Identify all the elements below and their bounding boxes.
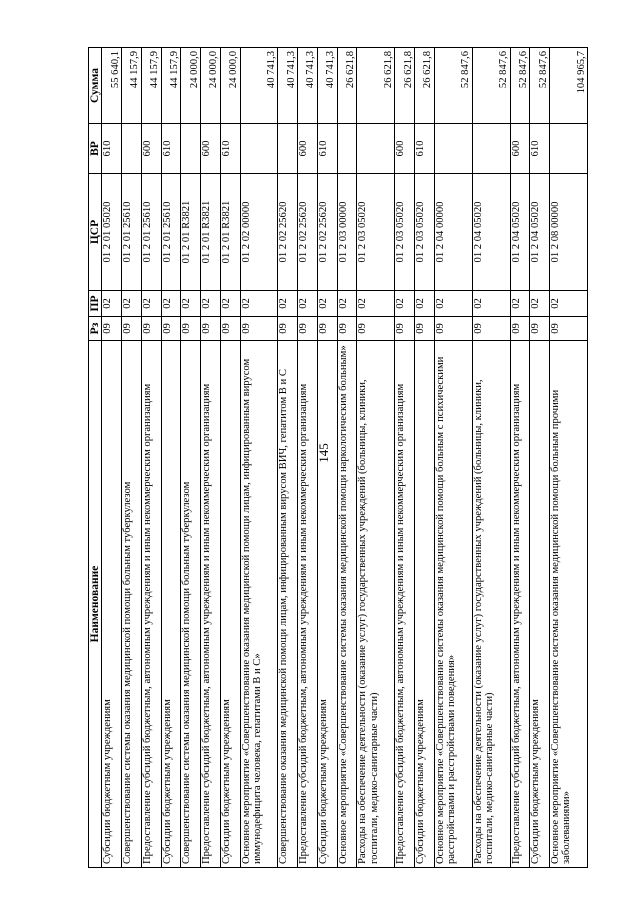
cell-pr: 02 bbox=[337, 291, 357, 317]
cell-sum: 52 847,6 bbox=[530, 48, 550, 124]
cell-csr: 01 2 02 25620 bbox=[317, 174, 337, 291]
cell-csr: 01 2 02 25620 bbox=[278, 174, 298, 291]
cell-csr: 01 2 03 05020 bbox=[357, 174, 395, 291]
table-row bbox=[240, 48, 278, 868]
table-row bbox=[317, 48, 337, 868]
cell-name: Субсидии бюджетным учреждениям bbox=[317, 341, 337, 868]
header-row bbox=[89, 48, 102, 868]
cell-rz: 09 bbox=[298, 317, 318, 341]
cell-pr: 02 bbox=[201, 291, 221, 317]
cell-vr: 600 bbox=[510, 124, 530, 174]
cell-sum: 40 741,3 bbox=[240, 48, 278, 124]
cell-csr: 01 2 01 R3821 bbox=[220, 174, 240, 291]
cell-csr: 01 2 03 05020 bbox=[415, 174, 435, 291]
table-row bbox=[298, 48, 318, 868]
cell-name: Основное мероприятие «Совершенствование системы оказания медицинской помощи больным прочими заболеваниями» bbox=[549, 341, 587, 868]
cell-pr: 02 bbox=[298, 291, 318, 317]
cell-name: Субсидии бюджетным учреждениям bbox=[161, 341, 181, 868]
cell-pr: 02 bbox=[434, 291, 472, 317]
cell-name: Предоставление субсидий бюджетным, автономным учреждениям и иным некоммерческим организациям bbox=[141, 341, 161, 868]
cell-sum: 40 741,3 bbox=[298, 48, 318, 124]
header-sum: Сумма bbox=[89, 48, 102, 124]
cell-rz: 09 bbox=[201, 317, 221, 341]
cell-rz: 09 bbox=[395, 317, 415, 341]
cell-sum: 24 000,0 bbox=[181, 48, 201, 124]
cell-sum: 52 847,6 bbox=[472, 48, 510, 124]
table-row bbox=[395, 48, 415, 868]
cell-vr: 610 bbox=[102, 124, 122, 174]
table-row bbox=[434, 48, 472, 868]
header-vr: ВР bbox=[89, 124, 102, 174]
cell-sum: 26 621,8 bbox=[357, 48, 395, 124]
cell-vr bbox=[278, 124, 298, 174]
table-row bbox=[510, 48, 530, 868]
cell-rz: 09 bbox=[181, 317, 201, 341]
cell-rz: 09 bbox=[317, 317, 337, 341]
cell-name: Основное мероприятие «Совершенствование системы оказания медицинской помощи наркологическим больным» bbox=[337, 341, 357, 868]
cell-rz: 09 bbox=[357, 317, 395, 341]
cell-name: Совершенствование системы оказания медицинской помощи больным туберкулезом bbox=[122, 341, 142, 868]
cell-csr: 01 2 02 00000 bbox=[240, 174, 278, 291]
cell-sum: 40 741,3 bbox=[278, 48, 298, 124]
rotated-table-wrapper bbox=[88, 48, 588, 868]
cell-name: Расходы на обеспечение деятельности (оказание услуг) государственных учреждений (больницы, клиники, госпитали, медико-санитарные части) bbox=[472, 341, 510, 868]
cell-sum: 26 621,8 bbox=[415, 48, 435, 124]
cell-name: Предоставление субсидий бюджетным, автономным учреждениям и иным некоммерческим организациям bbox=[510, 341, 530, 868]
cell-csr: 01 2 01 R3821 bbox=[181, 174, 201, 291]
cell-sum: 24 000,0 bbox=[201, 48, 221, 124]
header-rz: Рз bbox=[89, 317, 102, 341]
cell-name: Основное мероприятие «Совершенствование системы оказания медицинской помощи больным с психическими расстройствами и расстройствами поведения» bbox=[434, 341, 472, 868]
cell-rz: 09 bbox=[510, 317, 530, 341]
cell-pr: 02 bbox=[472, 291, 510, 317]
cell-vr: 610 bbox=[161, 124, 181, 174]
table-row bbox=[278, 48, 298, 868]
cell-pr: 02 bbox=[141, 291, 161, 317]
table-row bbox=[201, 48, 221, 868]
table-row bbox=[141, 48, 161, 868]
page-number: 145 bbox=[316, 443, 331, 463]
cell-pr: 02 bbox=[395, 291, 415, 317]
cell-vr: 610 bbox=[530, 124, 550, 174]
cell-name: Совершенствование оказания медицинской помощи лицам, инфицированным вирусом ВИЧ, гепатитом В и С bbox=[278, 341, 298, 868]
cell-sum: 44 157,9 bbox=[122, 48, 142, 124]
cell-sum: 52 847,6 bbox=[510, 48, 530, 124]
table-row bbox=[102, 48, 122, 868]
table-row bbox=[181, 48, 201, 868]
cell-name: Предоставление субсидий бюджетным, автономным учреждениям и иным некоммерческим организациям bbox=[201, 341, 221, 868]
cell-vr bbox=[357, 124, 395, 174]
cell-csr: 01 2 01 R3821 bbox=[201, 174, 221, 291]
cell-rz: 09 bbox=[161, 317, 181, 341]
cell-pr: 02 bbox=[510, 291, 530, 317]
cell-vr: 610 bbox=[220, 124, 240, 174]
cell-sum: 52 847,6 bbox=[434, 48, 472, 124]
cell-vr: 600 bbox=[201, 124, 221, 174]
cell-vr bbox=[122, 124, 142, 174]
table-row bbox=[415, 48, 435, 868]
table-row bbox=[549, 48, 587, 868]
cell-pr: 02 bbox=[161, 291, 181, 317]
cell-csr: 01 2 04 05020 bbox=[530, 174, 550, 291]
cell-pr: 02 bbox=[220, 291, 240, 317]
cell-pr: 02 bbox=[357, 291, 395, 317]
cell-name: Предоставление субсидий бюджетным, автономным учреждениям и иным некоммерческим организациям bbox=[395, 341, 415, 868]
cell-csr: 01 2 01 25610 bbox=[122, 174, 142, 291]
cell-csr: 01 2 04 05020 bbox=[510, 174, 530, 291]
cell-pr: 02 bbox=[181, 291, 201, 317]
cell-rz: 09 bbox=[472, 317, 510, 341]
cell-sum: 55 640,1 bbox=[102, 48, 122, 124]
cell-vr: 600 bbox=[141, 124, 161, 174]
table-row bbox=[472, 48, 510, 868]
cell-vr: 600 bbox=[395, 124, 415, 174]
cell-sum: 44 157,9 bbox=[141, 48, 161, 124]
cell-csr: 01 2 03 00000 bbox=[337, 174, 357, 291]
cell-sum: 26 621,8 bbox=[337, 48, 357, 124]
cell-csr: 01 2 04 00000 bbox=[434, 174, 472, 291]
cell-sum: 26 621,8 bbox=[395, 48, 415, 124]
cell-rz: 09 bbox=[337, 317, 357, 341]
table-row bbox=[530, 48, 550, 868]
cell-csr: 01 2 08 00000 bbox=[549, 174, 587, 291]
table-row bbox=[337, 48, 357, 868]
cell-pr: 02 bbox=[530, 291, 550, 317]
cell-vr bbox=[337, 124, 357, 174]
cell-rz: 09 bbox=[415, 317, 435, 341]
cell-csr: 01 2 01 05020 bbox=[102, 174, 122, 291]
header-pr: ПР bbox=[89, 291, 102, 317]
budget-table bbox=[88, 47, 588, 868]
cell-name: Совершенствование системы оказания медицинской помощи больным туберкулезом bbox=[181, 341, 201, 868]
table-row bbox=[161, 48, 181, 868]
cell-name: Предоставление субсидий бюджетным, автономным учреждениям и иным некоммерческим организациям bbox=[298, 341, 318, 868]
cell-rz: 09 bbox=[220, 317, 240, 341]
cell-name: Расходы на обеспечение деятельности (оказание услуг) государственных учреждений (больницы, клиники, госпитали, медико-санитарные части) bbox=[357, 341, 395, 868]
cell-vr: 610 bbox=[415, 124, 435, 174]
cell-sum: 44 157,9 bbox=[161, 48, 181, 124]
cell-rz: 09 bbox=[102, 317, 122, 341]
cell-rz: 09 bbox=[549, 317, 587, 341]
cell-csr: 01 2 03 05020 bbox=[395, 174, 415, 291]
cell-csr: 01 2 01 25610 bbox=[161, 174, 181, 291]
cell-pr: 02 bbox=[240, 291, 278, 317]
cell-vr bbox=[434, 124, 472, 174]
cell-name: Основное мероприятие «Совершенствование оказания медицинской помощи лицам, инфицированным вирусом иммунодефицита человека, гепатитами В и С» bbox=[240, 341, 278, 868]
cell-rz: 09 bbox=[278, 317, 298, 341]
cell-rz: 09 bbox=[530, 317, 550, 341]
cell-pr: 02 bbox=[415, 291, 435, 317]
cell-rz: 09 bbox=[240, 317, 278, 341]
table-row bbox=[220, 48, 240, 868]
cell-vr bbox=[549, 124, 587, 174]
header-name: Наименование bbox=[89, 341, 102, 868]
cell-rz: 09 bbox=[122, 317, 142, 341]
table-row bbox=[357, 48, 395, 868]
cell-rz: 09 bbox=[434, 317, 472, 341]
cell-vr: 600 bbox=[298, 124, 318, 174]
cell-rz: 09 bbox=[141, 317, 161, 341]
cell-pr: 02 bbox=[317, 291, 337, 317]
cell-csr: 01 2 04 05020 bbox=[472, 174, 510, 291]
cell-name: Субсидии бюджетным учреждениям bbox=[415, 341, 435, 868]
cell-vr bbox=[472, 124, 510, 174]
cell-sum: 104 965,7 bbox=[549, 48, 587, 124]
cell-name: Субсидии бюджетным учреждениям bbox=[102, 341, 122, 868]
cell-csr: 01 2 02 25620 bbox=[298, 174, 318, 291]
cell-pr: 02 bbox=[278, 291, 298, 317]
cell-pr: 02 bbox=[122, 291, 142, 317]
cell-pr: 02 bbox=[549, 291, 587, 317]
cell-name: Субсидии бюджетным учреждениям bbox=[220, 341, 240, 868]
header-csr: ЦСР bbox=[89, 174, 102, 291]
cell-pr: 02 bbox=[102, 291, 122, 317]
cell-vr bbox=[240, 124, 278, 174]
cell-sum: 40 741,3 bbox=[317, 48, 337, 124]
table-row bbox=[122, 48, 142, 868]
cell-vr bbox=[181, 124, 201, 174]
cell-vr: 610 bbox=[317, 124, 337, 174]
cell-csr: 01 2 01 25610 bbox=[141, 174, 161, 291]
cell-sum: 24 000,0 bbox=[220, 48, 240, 124]
cell-name: Субсидии бюджетным учреждениям bbox=[530, 341, 550, 868]
